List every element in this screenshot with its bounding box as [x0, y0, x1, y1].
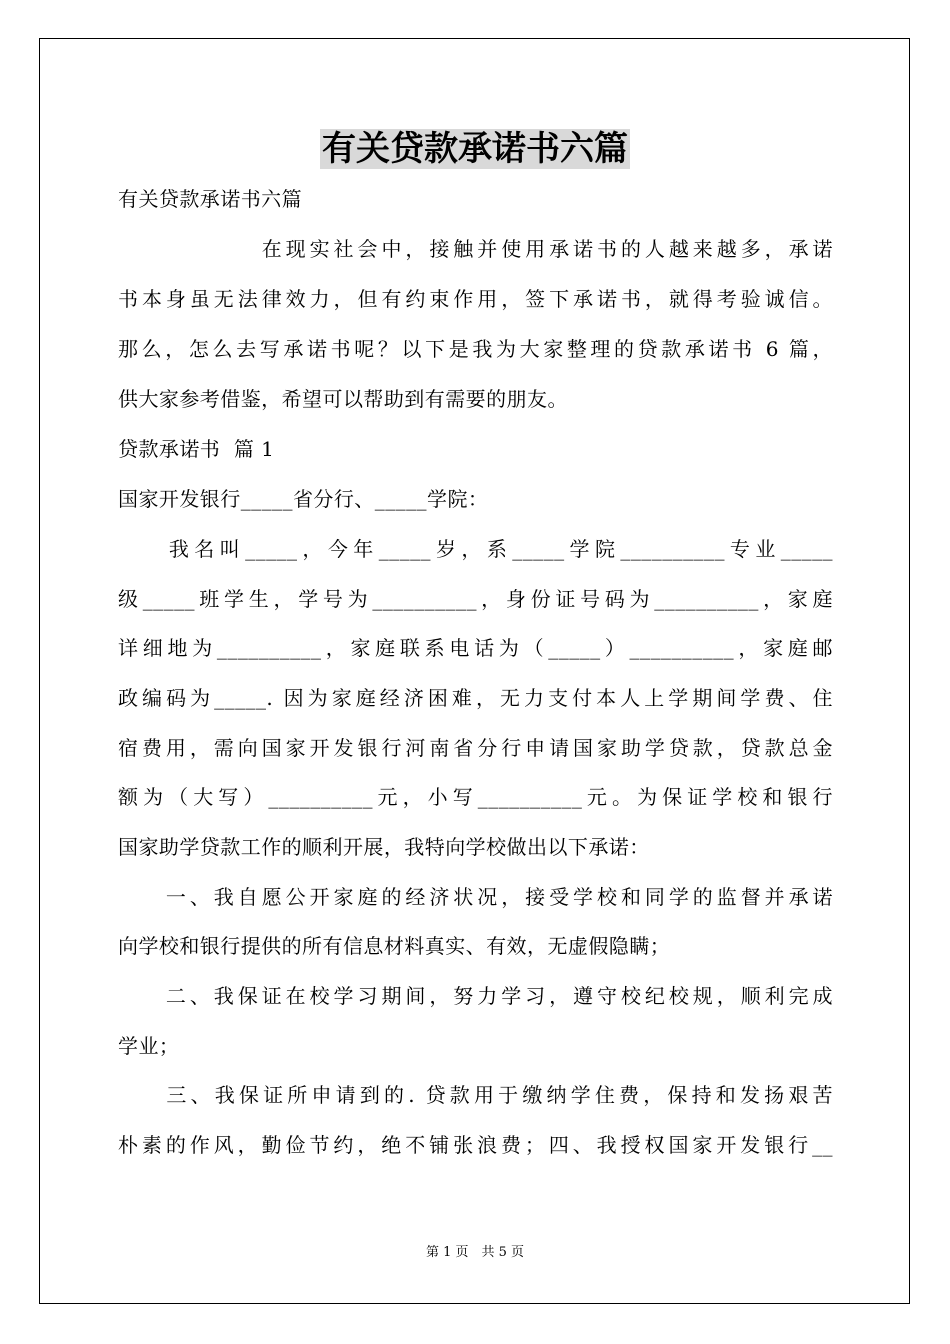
page-footer: 第 1 页 共 5 页 [425, 1245, 525, 1260]
intro-line: 那么，怎么去写承诺书呢？以下是我为大家整理的贷款承诺书 6 篇， [118, 337, 833, 361]
body-line: 我名叫_____，今年_____岁，系_____学院__________专业_____ [118, 537, 833, 561]
body-line: 宿费用，需向国家开发银行河南省分行申请国家助学贷款，贷款总金 [118, 736, 833, 760]
intro-line: 在现实社会中，接触并使用承诺书的人越来越多，承诺 [118, 237, 833, 261]
document-title-text: 有关贷款承诺书六篇 [322, 129, 628, 169]
body-line: 三、我保证所申请到的. 贷款用于缴纳学住费，保持和发扬艰苦 [118, 1083, 833, 1107]
document-subtitle: 有关贷款承诺书六篇 [118, 187, 303, 211]
document-title [0, 126, 950, 172]
body-line: 一、我自愿公开家庭的经济状况，接受学校和同学的监督并承诺 [118, 885, 833, 909]
page-border [39, 38, 910, 1304]
salutation: 国家开发银行_____省分行、_____学院： [118, 487, 489, 511]
intro-line: 书本身虽无法律效力，但有约束作用，签下承诺书，就得考验诚信。 [118, 287, 833, 311]
body-line: 级_____班学生，学号为__________，身份证号码为__________，家庭 [118, 587, 833, 611]
body-line: 政编码为_____. 因为家庭经济困难，无力支付本人上学期间学费、住 [118, 686, 833, 710]
body-line: 额为（大写）__________元，小写__________元。为保证学校和银行 [118, 785, 833, 809]
body-line: 详细地为__________，家庭联系电话为（_____）__________，家庭邮 [118, 636, 833, 660]
body-line: 朴素的作风，勤俭节约，绝不铺张浪费；四、我授权国家开发银行__ [118, 1133, 833, 1157]
body-line: 学业； [118, 1034, 180, 1058]
section-heading: 贷款承诺书 篇 1 [118, 437, 275, 461]
body-line: 国家助学贷款工作的顺利开展，我特向学校做出以下承诺： [118, 835, 650, 859]
intro-line: 供大家参考借鉴，希望可以帮助到有需要的朋友。 [118, 387, 568, 411]
body-line: 二、我保证在校学习期间，努力学习，遵守校纪校规，顺利完成 [118, 984, 833, 1008]
body-line: 向学校和银行提供的所有信息材料真实、有效，无虚假隐瞒； [118, 934, 671, 958]
